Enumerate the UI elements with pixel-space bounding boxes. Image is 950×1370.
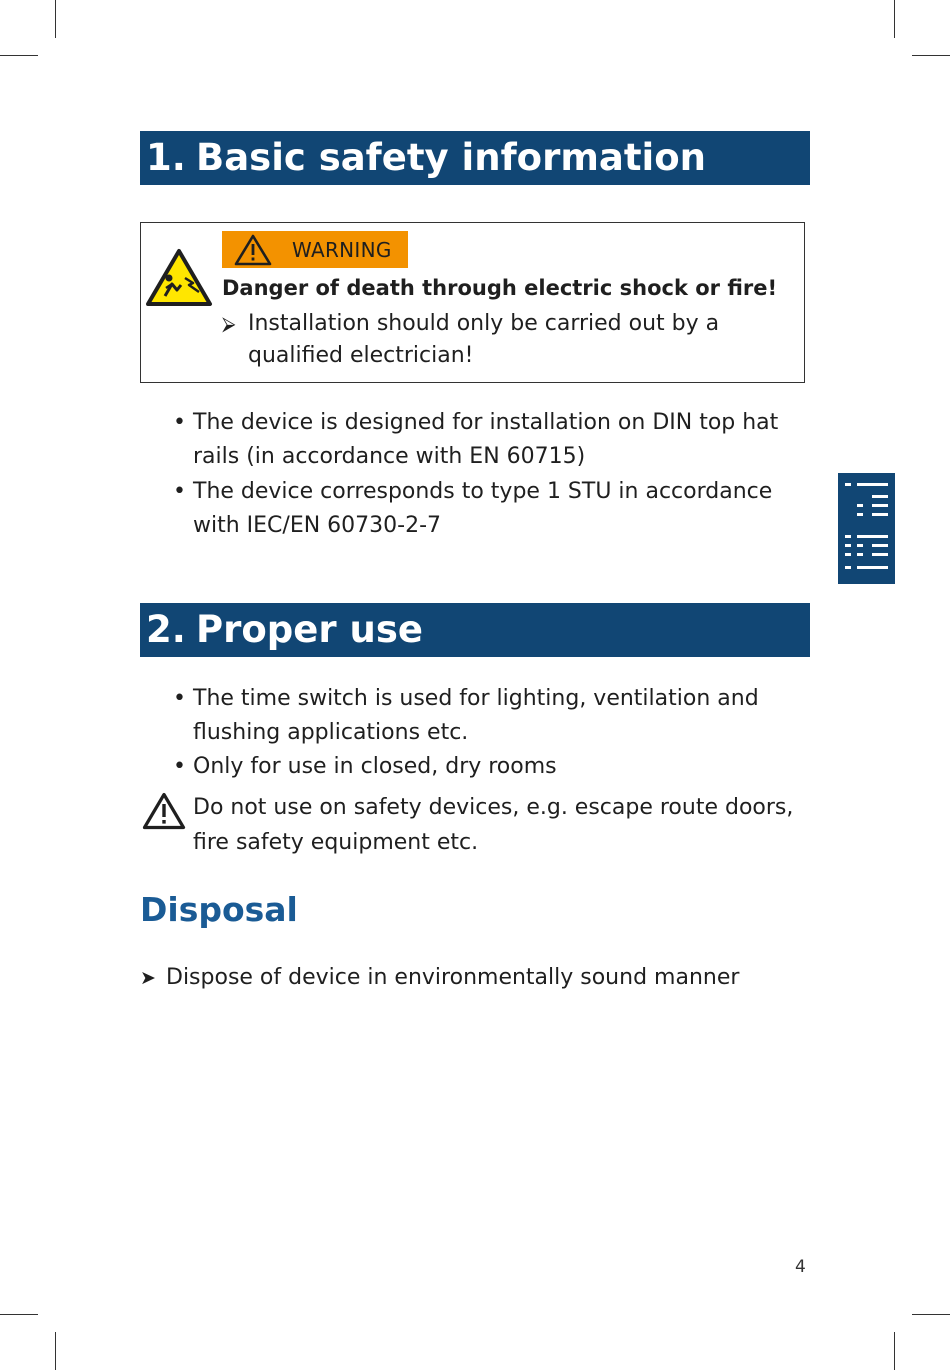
disposal-item-text: Dispose of device in environmentally sound manner — [166, 965, 740, 990]
crop-mark — [0, 55, 38, 56]
bullet-icon: • — [173, 754, 186, 779]
section-1-bullet-list — [170, 406, 820, 543]
caution-text: Do not use on safety devices, e.g. escape route doors, fire safety equipment etc. — [193, 795, 794, 855]
language-tab-icon — [838, 473, 895, 584]
section-title: Proper use — [196, 608, 423, 651]
crop-mark — [0, 1314, 38, 1315]
bullet-icon: • — [173, 410, 186, 435]
section-1-header — [140, 131, 810, 185]
crop-mark — [894, 1332, 895, 1370]
language-tab — [838, 473, 895, 584]
list-item-text: The device is designed for installation on DIN top hat rails (in accordance with EN 60715) — [193, 410, 779, 469]
list-item — [170, 475, 820, 543]
bullet-icon: • — [173, 686, 186, 711]
section-number: 1. — [146, 136, 186, 179]
crop-mark — [912, 55, 950, 56]
crop-mark — [55, 1332, 56, 1370]
list-item-text: The time switch is used for lighting, ventilation and flushing applications etc. — [193, 686, 759, 745]
crop-mark — [912, 1314, 950, 1315]
warning-label-text: WARNING — [292, 237, 392, 262]
arrow-icon: ⮚ — [222, 313, 236, 335]
page-number: 4 — [795, 1257, 806, 1277]
bullet-icon: • — [173, 479, 186, 504]
list-item — [170, 750, 820, 784]
warning-triangle-icon — [234, 234, 272, 266]
caution-icon — [142, 792, 186, 830]
electric-shock-icon — [145, 248, 213, 308]
warning-label — [222, 231, 408, 268]
list-item-text: The device corresponds to type 1 STU in accordance with IEC/EN 60730-2-7 — [193, 479, 773, 538]
section-title: Basic safety information — [196, 136, 706, 179]
disposal-item — [140, 962, 739, 994]
section-number: 2. — [146, 608, 186, 651]
danger-step — [222, 308, 748, 372]
section-2-header — [140, 603, 810, 657]
list-item — [170, 682, 773, 750]
list-item-text: Only for use in closed, dry rooms — [193, 754, 557, 779]
disposal-heading: Disposal — [140, 890, 298, 929]
caution-note — [140, 790, 820, 860]
crop-mark — [894, 0, 895, 38]
danger-title: Danger of death through electric shock or fire! — [222, 276, 778, 300]
list-item — [170, 406, 793, 474]
danger-step-text: Installation should only be carried out by a qualified electrician! — [248, 311, 720, 368]
crop-mark — [55, 0, 56, 38]
section-2-bullet-list — [170, 682, 820, 784]
arrow-icon: ➤ — [140, 967, 156, 989]
